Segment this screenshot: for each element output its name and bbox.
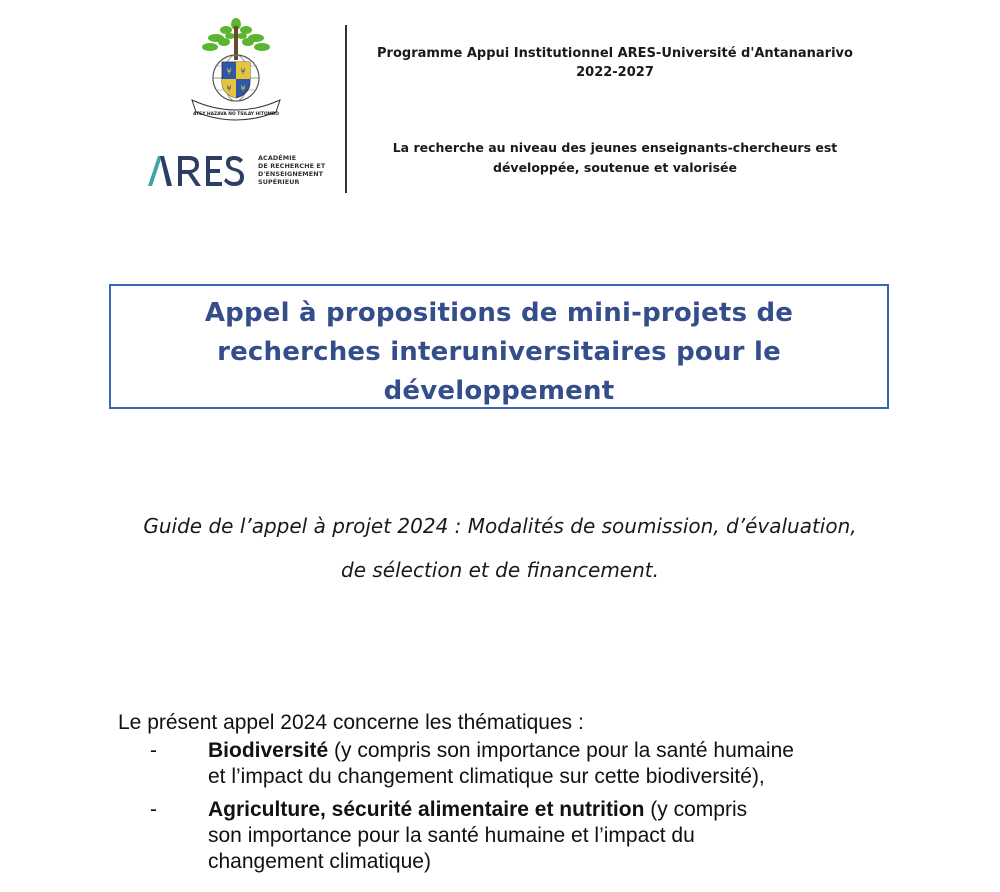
ares-subtitle-line: DE RECHERCHE ET bbox=[258, 162, 326, 170]
list-item bbox=[208, 797, 888, 875]
call-title-line2: recherches interuniversitaires pour le bbox=[217, 337, 781, 367]
seal-banner-text: ATSY HAZAVA NO TSILAY HITOMBO bbox=[193, 112, 279, 117]
ares-subtitle-line: SUPÉRIEUR bbox=[258, 178, 300, 186]
call-title bbox=[151, 294, 847, 411]
theme-description-cont: son importance pour la santé humaine et l’impact du bbox=[208, 824, 695, 847]
theme-name: Biodiversité bbox=[208, 739, 329, 762]
guide-subtitle-line1: Guide de l’appel à projet 2024 : Modalités de soumission, d’évaluation, bbox=[143, 514, 857, 538]
svg-text:¥: ¥ bbox=[240, 84, 246, 93]
intro-paragraph: Le présent appel 2024 concerne les thématiques : bbox=[118, 711, 584, 734]
list-bullet: - bbox=[150, 739, 157, 762]
svg-text:¥: ¥ bbox=[226, 84, 232, 93]
theme-description-cont: et l’impact du changement climatique sur cette biodiversité), bbox=[208, 765, 765, 788]
theme-description: (y compris bbox=[644, 798, 748, 821]
programme-title bbox=[350, 44, 880, 82]
svg-text:¥: ¥ bbox=[226, 67, 232, 76]
theme-name: Agriculture, sécurité alimentaire et nutrition bbox=[208, 798, 645, 821]
slogan-line1: La recherche au niveau des jeunes enseignants-chercheurs est bbox=[392, 140, 838, 155]
header-divider bbox=[345, 25, 347, 193]
ares-subtitle-line: ACADÉMIE bbox=[258, 154, 297, 162]
programme-title-line1: Programme Appui Institutionnel ARES-Université d'Antananarivo bbox=[377, 46, 853, 61]
call-title-line3: développement bbox=[383, 376, 615, 406]
call-title-line1: Appel à propositions de mini-projets de bbox=[204, 298, 794, 328]
theme-description-cont: changement climatique) bbox=[208, 850, 431, 873]
programme-title-line2: 2022-2027 bbox=[576, 65, 654, 80]
list-item bbox=[208, 738, 888, 790]
programme-slogan bbox=[350, 138, 880, 178]
slogan-line2: développée, soutenue et valorisée bbox=[493, 160, 737, 175]
ares-logo bbox=[146, 150, 246, 190]
list-bullet: - bbox=[150, 798, 157, 821]
university-seal-logo bbox=[186, 16, 286, 128]
guide-subtitle-line2: de sélection et de financement. bbox=[341, 558, 659, 582]
call-title-box bbox=[109, 284, 889, 409]
ares-subtitle-line: D'ENSEIGNEMENT bbox=[258, 170, 324, 178]
svg-text:¥: ¥ bbox=[240, 67, 246, 76]
ares-subtitle bbox=[258, 154, 338, 186]
theme-description: (y compris son importance pour la santé humaine bbox=[328, 739, 794, 762]
